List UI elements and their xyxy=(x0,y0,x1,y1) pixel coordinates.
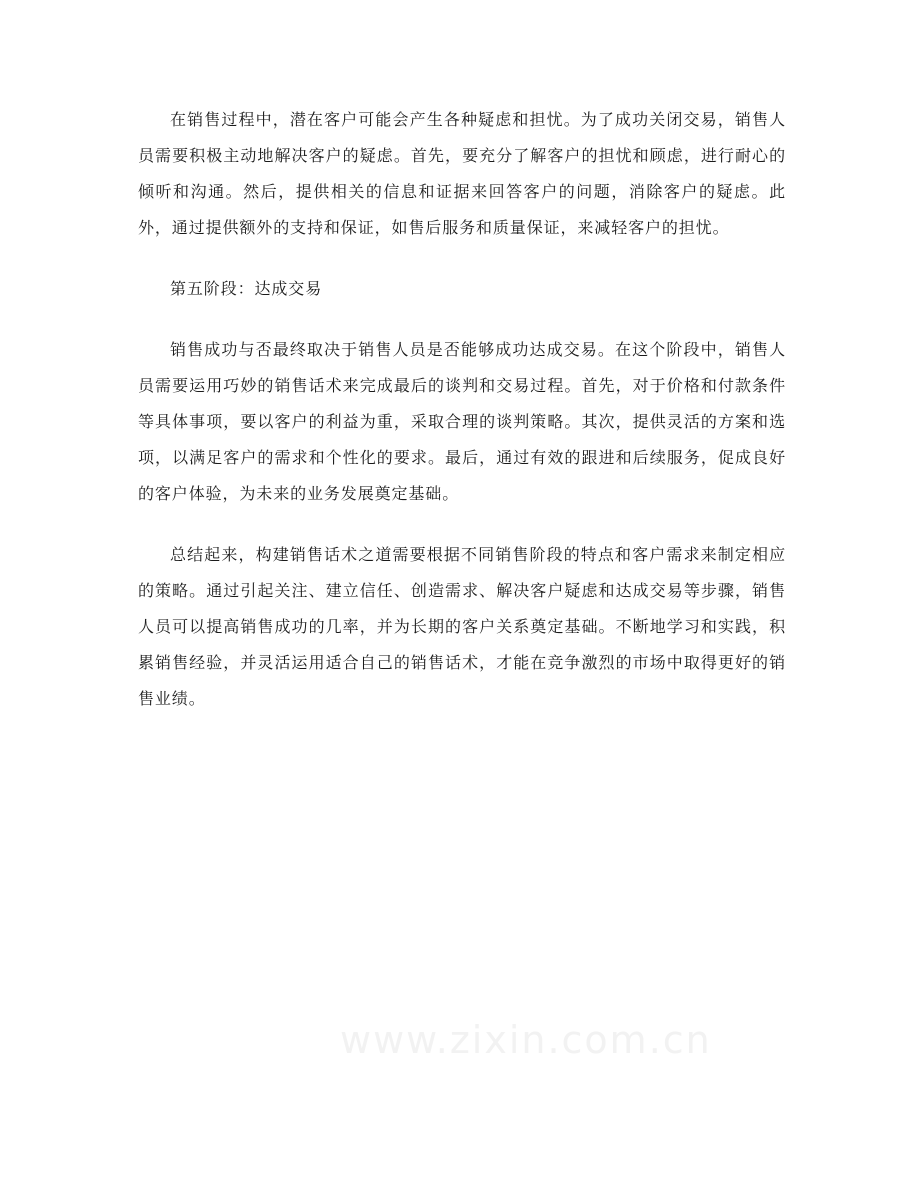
watermark: www.zixin.com.cn xyxy=(340,1018,712,1062)
paragraph-summary: 总结起来，构建销售话术之道需要根据不同销售阶段的特点和客户需求来制定相应的策略。通过引起关注、建立信任、创造需求、解决客户疑虑和达成交易等步骤，销售人员可以提高销售成功的几率，并为长期的客户关系奠定基础。不断地学习和实践，积累销售经验，并灵活运用适合自己的销售话术，才能在竞争激烈的市场中取得更好的销售业绩。 xyxy=(138,545,786,708)
section-heading-stage-five: 第五阶段：达成交易 xyxy=(170,279,323,298)
document-body xyxy=(138,102,786,742)
paragraph-close-deal: 销售成功与否最终取决于销售人员是否能够成功达成交易。在这个阶段中，销售人员需要运用巧妙的销售话术来完成最后的谈判和交易过程。首先，对于价格和付款条件等具体事项，要以客户的利益为重，采取合理的谈判策略。其次，提供灵活的方案和选项，以满足客户的需求和个性化的要求。最后，通过有效的跟进和后续服务，促成良好的客户体验，为未来的业务发展奠定基础。 xyxy=(138,340,786,503)
paragraph-resolve-doubts: 在销售过程中，潜在客户可能会产生各种疑虑和担忧。为了成功关闭交易，销售人员需要积极主动地解决客户的疑虑。首先，要充分了解客户的担忧和顾虑，进行耐心的倾听和沟通。然后，提供相关的信息和证据来回答客户的问题，消除客户的疑虑。此外，通过提供额外的支持和保证，如售后服务和质量保证，来减轻客户的担忧。 xyxy=(138,110,786,237)
